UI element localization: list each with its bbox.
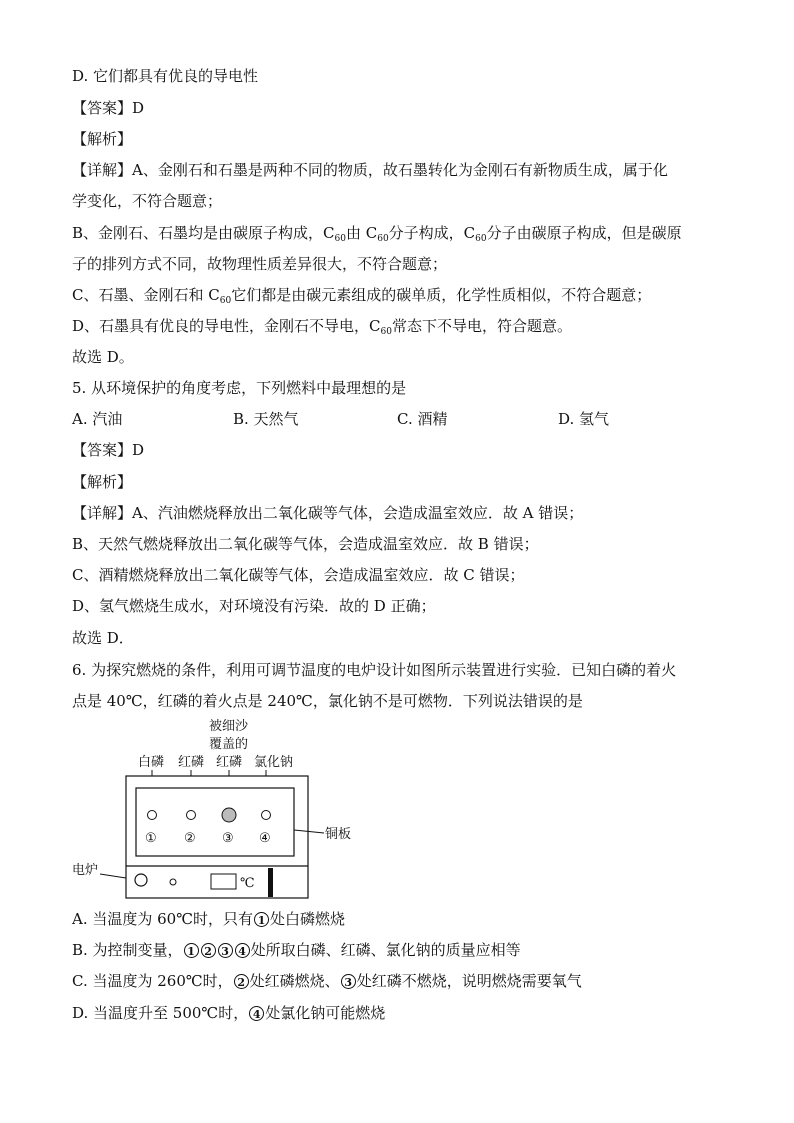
q4-detail-line2: 学变化，不符合题意； — [72, 192, 223, 210]
text-span: 由 C — [345, 224, 378, 242]
text-span: 分子由碳原子构成，但是碳原 — [486, 224, 682, 242]
sample-2-red-phosphorus — [187, 811, 196, 820]
label-copper-plate: 铜板 — [325, 827, 352, 842]
text-span: C、石墨、金刚石和 C — [72, 286, 220, 304]
number-2: ② — [184, 831, 196, 846]
subscript: 60 — [377, 234, 389, 244]
text-span: D. 当温度升至 500℃时， — [72, 1004, 249, 1022]
q5-detail-c: C、酒精燃烧释放出二氧化碳等气体，会造成温室效应．故 C 错误； — [72, 566, 525, 584]
q5-option-b: B. 天然气 — [233, 410, 299, 428]
text-span: B. 为控制变量， — [72, 941, 183, 959]
label-red-phosphorus-covered: 红磷 — [216, 755, 243, 770]
text-span: C. 当温度为 260℃时， — [72, 972, 233, 990]
sample-1-white-phosphorus — [148, 811, 157, 820]
q4-detail-line1: 【详解】A、金刚石和石墨是两种不同的物质，故石墨转化为金刚石有新物质生成，属于化 — [72, 161, 668, 179]
label-covered-2: 覆盖的 — [209, 737, 249, 752]
subscript: 60 — [475, 234, 487, 244]
knob-icon — [135, 874, 147, 886]
q6-option-a — [72, 909, 345, 929]
q5-detail-a: 【详解】A、汽油燃烧释放出二氧化碳等气体，会造成温室效应．故 A 错误； — [72, 504, 584, 522]
q5-option-d: D. 氢气 — [558, 410, 610, 428]
q4-detail-d — [72, 316, 572, 336]
circled-number: 1 — [184, 943, 199, 958]
circled-number: 2 — [234, 974, 249, 989]
furnace-leader-line — [100, 874, 126, 878]
label-celsius: ℃ — [240, 876, 255, 891]
text-span: 常态下不导电，符合题意。 — [391, 317, 572, 335]
text-span: A. 当温度为 60℃时，只有 — [72, 910, 254, 928]
number-3: ③ — [222, 831, 234, 846]
text-span: B、金刚石、石墨均是由碳原子构成，C — [72, 224, 335, 242]
label-electric-furnace: 电炉 — [72, 863, 99, 878]
switch-bar — [268, 868, 273, 897]
text-span: 处白磷燃烧 — [270, 910, 346, 928]
q4-conclusion: 故选 D。 — [72, 348, 134, 366]
label-red-phosphorus: 红磷 — [178, 755, 205, 770]
text-span: 处红磷不燃烧，说明燃烧需要氧气 — [356, 972, 582, 990]
experiment-diagram — [68, 714, 368, 904]
q4-detail-c — [72, 285, 651, 305]
q6-option-b — [72, 940, 521, 960]
q5-conclusion: 故选 D． — [72, 629, 134, 647]
text-span: D、石墨具有优良的导电性，金刚石不导电，C — [72, 317, 381, 335]
subscript: 60 — [334, 234, 346, 244]
q6-option-c — [72, 971, 582, 991]
circled-number: 3 — [218, 943, 233, 958]
q5-answer: 【答案】D — [72, 441, 145, 459]
label-sodium-chloride: 氯化钠 — [254, 755, 294, 770]
sample-3-covered-red-phosphorus — [222, 808, 236, 822]
circled-number: 4 — [235, 943, 250, 958]
q5-option-a: A. 汽油 — [72, 410, 123, 428]
q5-stem: 5. 从环境保护的角度考虑，下列燃料中最理想的是 — [72, 379, 407, 397]
q4-detail-b — [72, 223, 682, 243]
indicator-light-icon — [170, 879, 176, 885]
label-covered-1: 被细沙 — [209, 719, 249, 734]
q6-stem-line1: 6. 为探究燃烧的条件，利用可调节温度的电炉设计如图所示装置进行实验．已知白磷的着火 — [72, 661, 677, 679]
q5-analysis-title: 【解析】 — [72, 473, 133, 491]
q6-stem-line2: 点是 40℃，红磷的着火点是 240℃，氯化钠不是可燃物．下列说法错误的是 — [72, 692, 583, 710]
circled-number: 2 — [201, 943, 216, 958]
q4-analysis-title: 【解析】 — [72, 130, 133, 148]
circled-number: 1 — [254, 912, 269, 927]
q5-detail-d: D、氢气燃烧生成水，对环境没有污染．故的 D 正确； — [72, 597, 436, 615]
q5-detail-b: B、天然气燃烧释放出二氧化碳等气体，会造成温室效应．故 B 错误； — [72, 535, 539, 553]
label-white-phosphorus: 白磷 — [138, 755, 165, 770]
text-span: 处氯化钠可能燃烧 — [265, 1004, 386, 1022]
number-4: ④ — [259, 831, 271, 846]
q4-detail-b-line2: 子的排列方式不同，故物理性质差异很大，不符合题意； — [72, 255, 448, 273]
q5-option-c: C. 酒精 — [397, 410, 448, 428]
q6-option-d — [72, 1003, 385, 1023]
circled-number: 4 — [249, 1006, 264, 1021]
text-span: 处红磷燃烧、 — [249, 972, 340, 990]
temperature-display — [211, 874, 236, 889]
number-1: ① — [145, 831, 157, 846]
circled-number: 3 — [341, 974, 356, 989]
q4-option-d: D. 它们都具有优良的导电性 — [72, 67, 259, 85]
text-span: 处所取白磷、红磷、氯化钠的质量应相等 — [250, 941, 521, 959]
text-span: 它们都是由碳元素组成的碳单质，化学性质相似，不符合题意； — [231, 286, 652, 304]
subscript: 60 — [380, 327, 392, 337]
copper-leader-line — [294, 830, 324, 833]
text-span: 分子构成，C — [388, 224, 476, 242]
sample-4-sodium-chloride — [262, 811, 271, 820]
q4-answer: 【答案】D — [72, 99, 145, 117]
subscript: 60 — [219, 296, 232, 306]
